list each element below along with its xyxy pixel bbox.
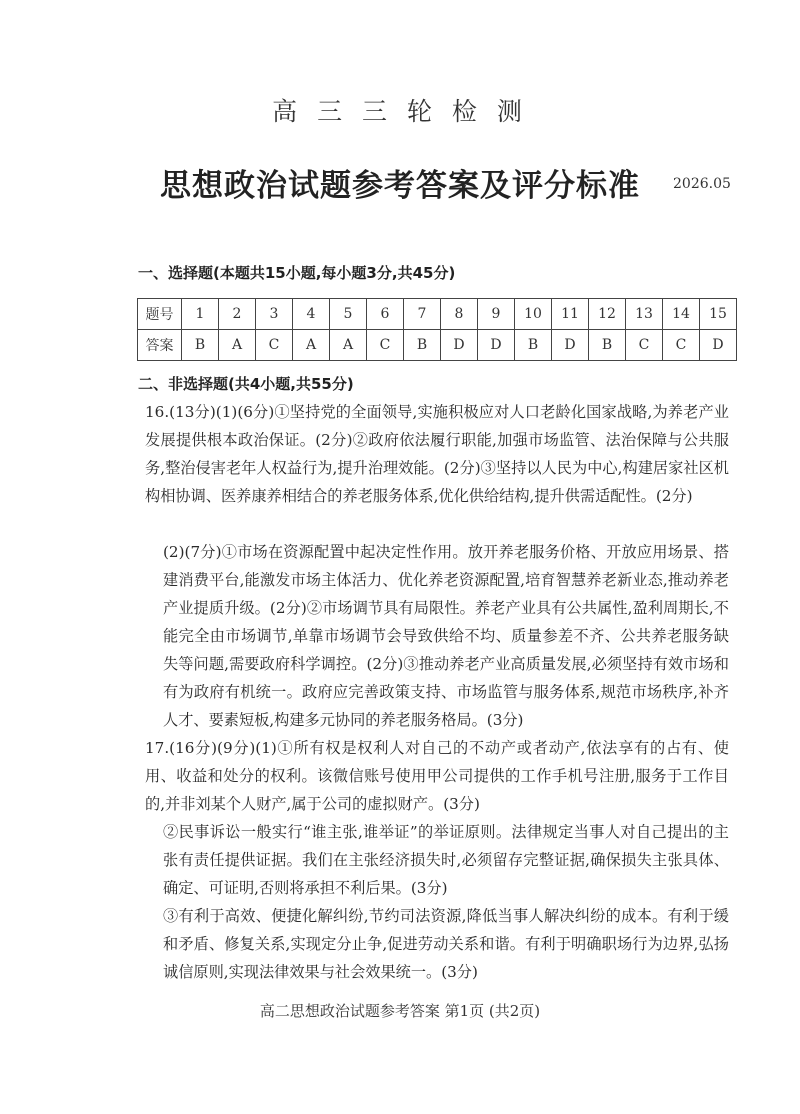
section1-title: 一、选择题(本题共15小题,每小题3分,共45分) bbox=[138, 264, 456, 282]
question-number: 15 bbox=[700, 299, 737, 330]
answer-cell: D bbox=[552, 330, 589, 361]
question-number: 9 bbox=[478, 299, 515, 330]
question-number: 3 bbox=[256, 299, 293, 330]
question-number: 14 bbox=[663, 299, 700, 330]
row-label-number: 题号 bbox=[138, 299, 182, 330]
answer-cell: B bbox=[515, 330, 552, 361]
question-number: 7 bbox=[404, 299, 441, 330]
page-footer: 高二思想政治试题参考答案 第1页 (共2页) bbox=[259, 1002, 541, 1020]
answer-cell: B bbox=[589, 330, 626, 361]
q17-part1: 17.(16分)(9分)(1)①所有权是权利人对自己的不动产或者动产,依法享有的占有、使用、收益和处分的权利。该微信账号使用甲公司提供的工作手机号注册,服务于工作目的,并非刘某个人财产,属于公司的虚拟财产。(3分) bbox=[145, 739, 729, 813]
answer-cell: A bbox=[293, 330, 330, 361]
document-date: 2026.05 bbox=[673, 176, 731, 192]
answer-cell: C bbox=[626, 330, 663, 361]
answer-cell: A bbox=[330, 330, 367, 361]
exam-name: 高 三 三 轮 检 测 bbox=[272, 97, 528, 126]
answer-cell: C bbox=[256, 330, 293, 361]
question-number: 4 bbox=[293, 299, 330, 330]
q17-part2: ②民事诉讼一般实行“谁主张,谁举证”的举证原则。法律规定当事人对自己提出的主张有责任提供证据。我们在主张经济损失时,必须留存完整证据,确保损失主张具体、确定、可证明,否则将承担不利后果。(3分) bbox=[163, 823, 729, 897]
answer-cell: C bbox=[367, 330, 404, 361]
question-number: 11 bbox=[552, 299, 589, 330]
q17-part3: ③有利于高效、便捷化解纠纷,节约司法资源,降低当事人解决纠纷的成本。有利于缓和矛盾、修复关系,实现定分止争,促进劳动关系和谐。有利于明确职场行为边界,弘扬诚信原则,实现法律效果与社会效果统一。(3分) bbox=[163, 907, 729, 981]
table-row-answers bbox=[138, 330, 737, 361]
q16-part1: 16.(13分)(1)(6分)①坚持党的全面领导,实施积极应对人口老龄化国家战略,为养老产业发展提供根本政治保证。(2分)②政府依法履行职能,加强市场监管、法治保障与公共服务,整治侵害老年人权益行为,提升治理效能。(2分)③坚持以人民为中心,构建居家社区机构相协调、医养康养相结合的养老服务体系,优化供给结构,提升供需适配性。(2分) bbox=[145, 403, 729, 505]
question-number: 1 bbox=[182, 299, 219, 330]
question-number: 8 bbox=[441, 299, 478, 330]
document-title: 思想政治试题参考答案及评分标准 bbox=[160, 168, 640, 204]
answer-cell: C bbox=[663, 330, 700, 361]
answer-cell: D bbox=[700, 330, 737, 361]
question-number: 13 bbox=[626, 299, 663, 330]
section2-title: 二、非选择题(共4小题,共55分) bbox=[138, 375, 354, 393]
answer-cell: D bbox=[478, 330, 515, 361]
answer-cell: B bbox=[404, 330, 441, 361]
answer-cell: D bbox=[441, 330, 478, 361]
q16-part2: (2)(7分)①市场在资源配置中起决定性作用。放开养老服务价格、开放应用场景、搭建消费平台,能激发市场主体活力、优化养老资源配置,培育智慧养老新业态,推动养老产业提质升级。(2分)②市场调节具有局限性。养老产业具有公共属性,盈利周期长,不能完全由市场调节,单靠市场调节会导致供给不均、质量参差不齐、公共养老服务缺失等问题,需要政府科学调控。(2分)③推动养老产业高质量发展,必须坚持有效市场和有为政府有机统一。政府应完善政策支持、市场监管与服务体系,规范市场秩序,补齐人才、要素短板,构建多元协同的养老服务格局。(3分) bbox=[163, 543, 729, 729]
question-number: 5 bbox=[330, 299, 367, 330]
table-row-numbers bbox=[138, 299, 737, 330]
answer-cell: B bbox=[182, 330, 219, 361]
question-number: 6 bbox=[367, 299, 404, 330]
question-number: 10 bbox=[515, 299, 552, 330]
answer-table bbox=[137, 298, 737, 361]
answer-cell: A bbox=[219, 330, 256, 361]
question-number: 2 bbox=[219, 299, 256, 330]
question-number: 12 bbox=[589, 299, 626, 330]
row-label-answer: 答案 bbox=[138, 330, 182, 361]
